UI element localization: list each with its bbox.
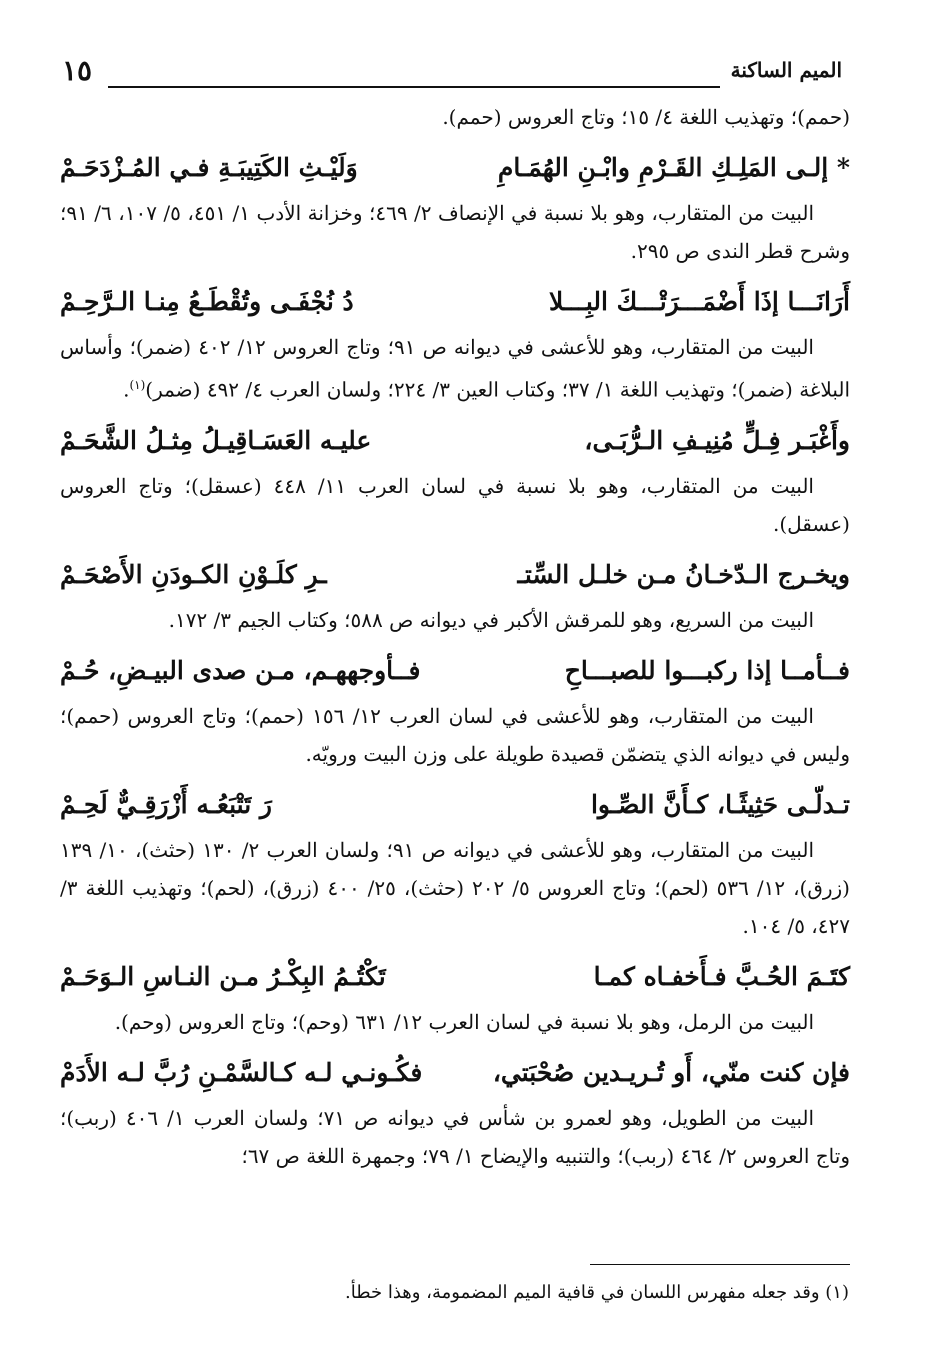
- note-tail: .: [123, 377, 130, 402]
- verse-second-hemistich: فــأوجههـم، مـن صدى البيـضِ، حُـمْ: [60, 655, 421, 685]
- verse-line: [60, 1053, 850, 1093]
- page-header: [60, 54, 850, 98]
- verse-line: [60, 785, 850, 825]
- verse-first-hemistich: وأَغْبَـر فِـلٍّ مُنِيـفِ الـرُّبَـى،: [584, 425, 850, 455]
- verse-second-hemistich: فكُـونـي لـه كـالسَّمْـنِ رُبَّ لـه الأَدَمْ: [60, 1057, 423, 1087]
- verse-line: [60, 555, 850, 595]
- page: [60, 54, 850, 1175]
- verse-first-hemistich: * إلـى المَلِـكِ القَـرْمِ وابْـنِ الهُمَـامِ: [497, 153, 850, 182]
- note-text: البيت من المتقارب، وهو للأعشى في ديوانه ص ٩١؛ وتاج العروس ١٢/ ٤٠٢ (ضمر)؛ وأساس البلاغة (ضمر)؛ وتهذيب اللغة ١/ ٣٧؛ وكتاب العين ٣/ ٢٢٤؛ ولسان العرب ٤/ ٤٩٢ (ضمر): [60, 335, 850, 402]
- running-title: الميم الساكنة: [730, 58, 842, 82]
- verse-source-note: البيت من المتقارب، وهو للأعشى في ديوانه ص ٩١؛ ولسان العرب ٢/ ١٣٠ (حثث)، ١٠/ ١٣٩ (زرق)، ١٢/ ٥٣٦ (لحم)؛ وتاج العروس ٥/ ٢٠٢ (حثث)، ٢٥/ ٤٠٠ (زرق)، (لحم)؛ وتهذيب اللغة ٣/ ٤٢٧، ٥/ ١٠٤.: [60, 837, 850, 938]
- verse-first-hemistich: ويخـرج الـدّخـانُ مـن خلـل السِّتـ: [517, 559, 850, 589]
- verse-line: [60, 148, 850, 188]
- footnote-marker[interactable]: (١): [129, 378, 146, 392]
- verse-first-hemistich: فــأمــا إذا ركبـــوا للصبـــاحِ: [564, 655, 850, 685]
- verse-source-note: البيت من الطويل، وهو لعمرو بن شأس في ديوانه ص ٧١؛ ولسان العرب ١/ ٤٠٦ (ربب)؛ وتاج العروس ٢/ ٤٦٤ (ربب)؛ والتنبيه والإيضاح ١/ ٧٩؛ وجمهرة اللغة ص ٦٧؛: [60, 1105, 850, 1168]
- verse-source-note: [60, 328, 850, 409]
- header-rule: [108, 86, 720, 88]
- verse-line: [60, 957, 850, 997]
- verse-first-hemistich: كتَـمَ الحُـبَّ فـأَخفـاه كمـا: [593, 961, 850, 991]
- verse-second-hemistich: رَ تَتْبَعُـه أَزْرَقِـيٌّ لَحِـمْ: [60, 789, 272, 819]
- verse-source-note: البيت من الرمل، وهو بلا نسبة في لسان العرب ١٢/ ٦٣١ (وحم)؛ وتاج العروس (وحم).: [114, 1009, 814, 1034]
- text-paragraph: (حمم)؛ وتهذيب اللغة ٤/ ١٥؛ وتاج العروس (حمم).: [442, 105, 850, 129]
- page-body: [60, 98, 850, 1175]
- verse-source-note: البيت من المتقارب، وهو بلا نسبة في الإنصاف ٢/ ٤٦٩؛ وخزانة الأدب ١/ ٤٥١، ٥/ ١٠٧، ٦/ ٩١؛ وشرح قطر الندى ص ٢٩٥.: [60, 201, 850, 263]
- verse-first-hemistich: تـدلّـى حَثِيثًـا، كـأَنَّ الصِّـوا: [590, 789, 850, 819]
- footnote-separator: [590, 1264, 850, 1265]
- verse-second-hemistich: وَلَيْـثِ الكَتِيبَـةِ فـي المُـزْدَحَـمْ: [60, 153, 358, 182]
- page-number: ١٥: [62, 54, 93, 87]
- verse-first-hemistich: أَرَانَـــا إذَا أَضْمَـــرَتْـــكَ البِـــلا: [548, 287, 850, 316]
- footnote: (١) وقد جعله مفهرس اللسان في قافية الميم المضمومة، وهذا خطأ.: [345, 1282, 849, 1303]
- verse-second-hemistich: تَكْتُـمُ البِكْـرُ مـن النـاسِ الـوَحَـمْ: [60, 961, 386, 991]
- verse-source-note: البيت من المتقارب، وهو للأعشى في لسان العرب ١٢/ ١٥٦ (حمم)؛ وتاج العروس (حمم)؛ وليس في ديوانه الذي يتضمّن قصيدة طويلة على وزن البيت ورويّه.: [60, 703, 850, 766]
- verse-source-note: البيت من السريع، وهو للمرقش الأكبر في ديوانه ص ٥٨٨؛ وكتاب الجيم ٣/ ١٧٢.: [168, 607, 814, 632]
- verse-source-note: البيت من المتقارب، وهو بلا نسبة في لسان العرب ١١/ ٤٤٨ (عسقل)؛ وتاج العروس (عسقل).: [60, 473, 850, 536]
- verse-second-hemistich: ـرِ كلَـوْنِ الكـودَنِ الأَصْحَـمْ: [60, 559, 327, 589]
- verse-second-hemistich: عليـه العَسَـاقِيـلُ مِثـلُ الشَّحَـمْ: [60, 425, 372, 455]
- verse-line: [60, 421, 850, 461]
- verse-first-hemistich: فإن كنت منّي، أَو تُـريـدين صُحْبَتي،: [492, 1057, 850, 1087]
- verse-line: [60, 651, 850, 691]
- verse-line: [60, 282, 850, 322]
- verse-second-hemistich: دُ نُجْفَـى وتُقْطَـعُ مِنـا الـرَّحِـمْ: [60, 287, 354, 316]
